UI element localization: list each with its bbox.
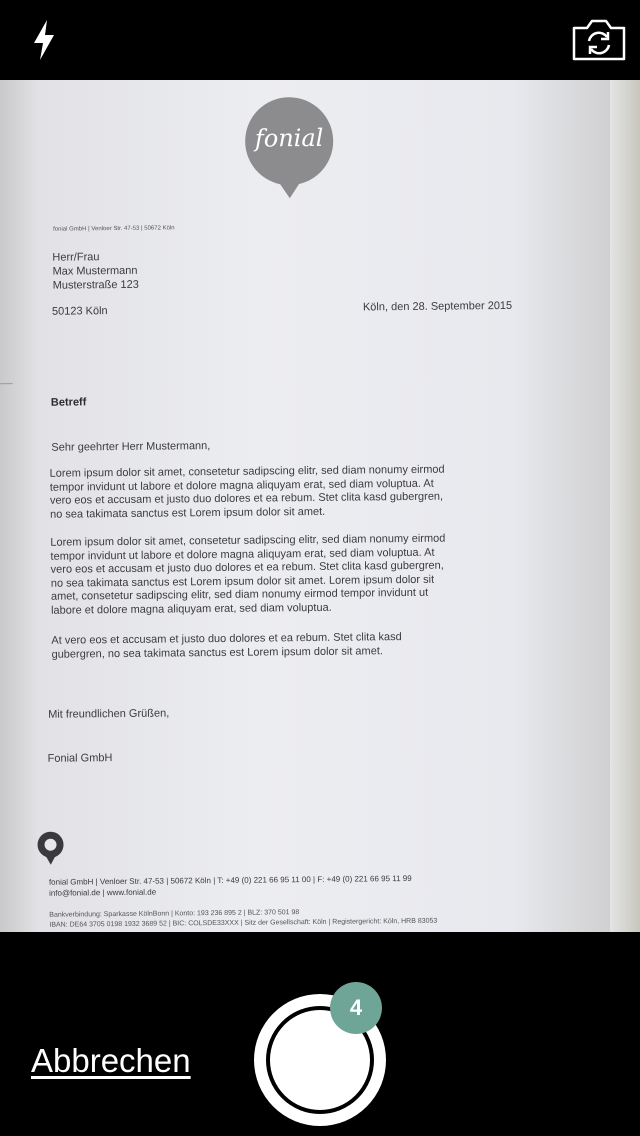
footer-line: fonial GmbH | Venloer Str. 47-53 | 50672 Köln | T: +49 (0) 221 66 95 11 00 | F: +49 (0) 221 66 95 11 99 xyxy=(48,873,412,887)
camera-viewfinder xyxy=(0,80,640,932)
footer-logo-icon xyxy=(35,831,65,867)
recipient-address xyxy=(52,250,139,293)
paragraph-1 xyxy=(50,463,541,523)
camera-bottom-bar xyxy=(0,932,640,1136)
recipient-line: Musterstraße 123 xyxy=(52,278,139,292)
camera-top-bar xyxy=(0,0,640,80)
logo-text: fonial xyxy=(254,123,324,153)
text-line: tempor invidunt ut labore et dolore magna aliquyam erat, sed diam voluptua. At xyxy=(49,477,434,494)
text-line: Lorem ipsum dolor sit amet, consetetur sadipscing elitr, sed diam nonumy eirmod xyxy=(49,463,445,480)
fonial-logo xyxy=(244,96,335,201)
footer-line: IBAN: DE64 3705 0198 1932 3689 52 | BIC: COLSDE33XXX | Sitz der Gesellschaft: Köln | Registergericht: Köln, HRB 83053 xyxy=(49,917,438,929)
letter-closing: Mit freundlichen Grüßen, xyxy=(48,707,170,721)
recipient-city: 50123 Köln xyxy=(51,305,108,318)
letter-date: Köln, den 28. September 2015 xyxy=(362,299,513,314)
footer-line: info@fonial.de | www.fonial.de xyxy=(48,887,157,898)
recipient-line: Herr/Frau xyxy=(52,251,100,264)
text-line: labore et dolore magna aliquyam erat, sed diam voluptua. xyxy=(51,601,332,617)
text-line: tempor invidunt ut labore et dolore magna aliquyam erat, sed diam voluptua. At xyxy=(50,546,435,563)
footer-line: Bankverbindung: Sparkasse KölnBonn | Konto: 193 236 895 2 | BLZ: 370 501 98 xyxy=(49,909,300,919)
text-line: Lorem ipsum dolor sit amet, consetetur sadipscing elitr, sed diam nonumy eirmod xyxy=(50,532,446,549)
letter-signature-company: Fonial GmbH xyxy=(47,752,113,765)
sender-line: fonial GmbH | Venloer Str. 47-53 | 50672 Köln xyxy=(53,225,175,233)
footer-bank xyxy=(49,907,437,930)
scanned-letter xyxy=(0,80,624,932)
text-line: amet, consetetur sadipscing elitr, sed diam nonumy eirmod tempor invidunt ut xyxy=(50,587,429,604)
text-line: vero eos et accusam et justo duo dolores et ea rebum. Stet clita kasd gubergren, xyxy=(50,559,444,576)
letter-subject: Betreff xyxy=(50,396,87,409)
text-line: At vero eos et accusam et justo duo dolores et ea rebum. Stet clita kasd xyxy=(51,631,402,647)
letter-greeting: Sehr geehrter Herr Mustermann, xyxy=(51,440,211,454)
text-line: gubergren, no sea takimata sanctus est Lorem ipsum dolor sit amet. xyxy=(51,644,383,661)
switch-camera-icon[interactable] xyxy=(570,18,628,62)
recipient-line: Max Mustermann xyxy=(52,264,138,278)
paragraph-3 xyxy=(51,630,541,662)
paragraph-2 xyxy=(50,532,541,619)
text-line: vero eos et accusam et justo duo dolores et ea rebum. Stet clita kasd gubergren, xyxy=(49,490,444,507)
text-line: no sea takimata sanctus est Lorem ipsum dolor sit amet. xyxy=(50,505,326,521)
flash-icon[interactable] xyxy=(28,18,60,62)
text-line: no sea takimata sanctus est Lorem ipsum dolor sit amet. Lorem ipsum dolor sit xyxy=(50,573,435,590)
footer-contact xyxy=(49,873,412,899)
photo-count-badge[interactable]: 4 xyxy=(330,982,382,1034)
fold-mark xyxy=(0,383,13,384)
cancel-button[interactable]: Abbrechen xyxy=(31,1042,191,1079)
